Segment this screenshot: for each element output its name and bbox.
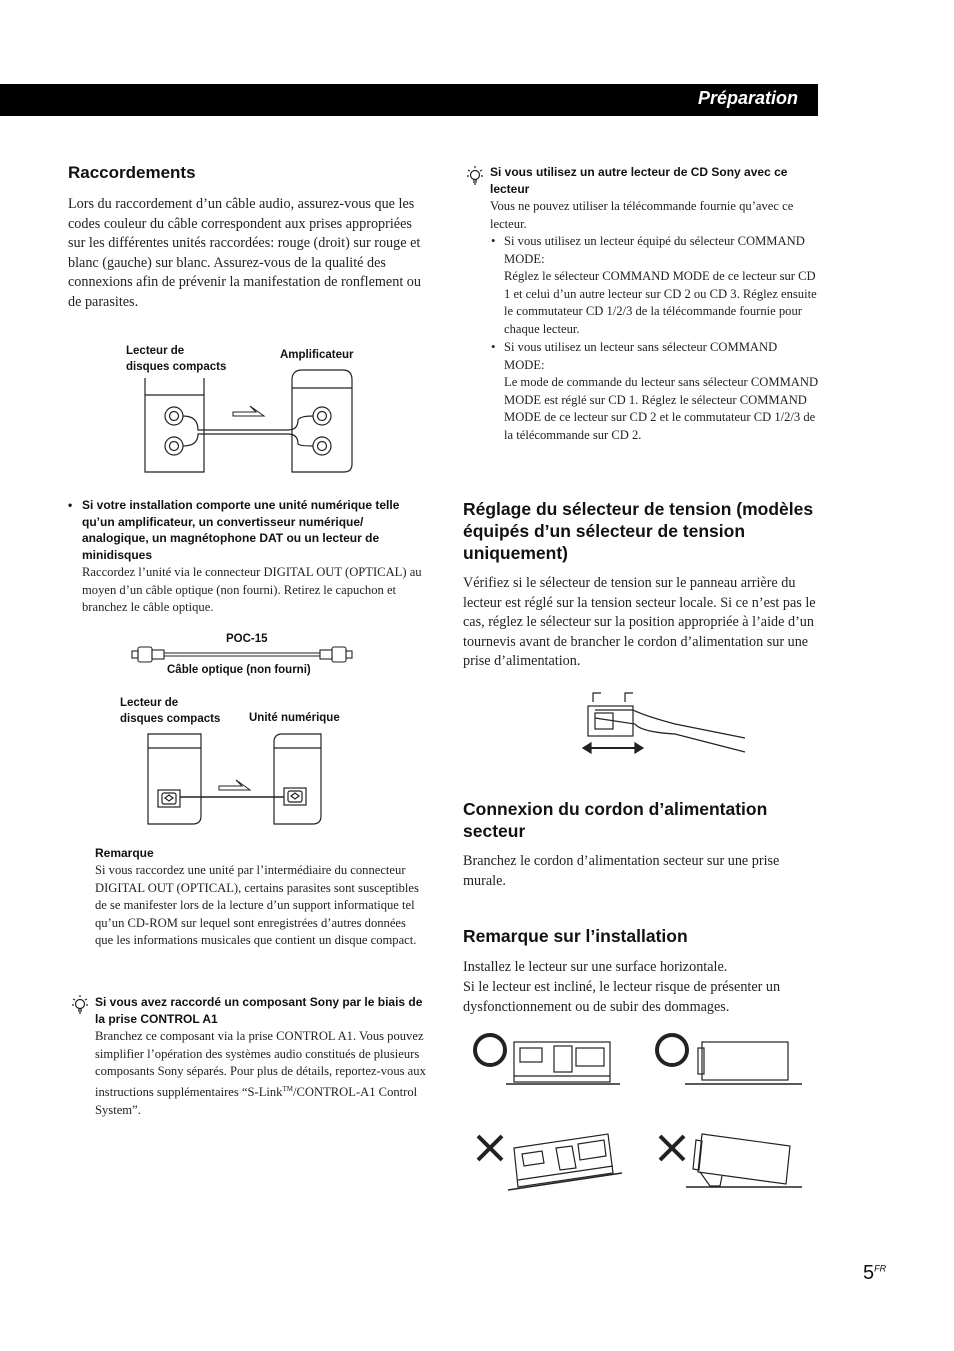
digital-connection-diagram bbox=[140, 728, 330, 828]
command-mode-bullet2-heading: Si vous utilisez un lecteur sans sélecteur COMMAND MODE: bbox=[504, 340, 778, 372]
voltage-selector-text: Vérifiez si le sélecteur de tension sur le panneau arrière du lecteur est réglé sur la tension secteur locale. Si ce n’est pas le cas, réglez le sélecteur sur la position appropriée à l’aide d’un tournevis avant de brancher le cordon d’alimentation sur une prise d’alimentation. bbox=[463, 575, 816, 669]
lightbulb-icon bbox=[71, 993, 89, 1017]
cable-caption: Câble optique (non fourni) bbox=[167, 664, 311, 676]
wrong-cross-icon bbox=[478, 1136, 502, 1160]
page-number: $5^{FR}$ bbox=[863, 1262, 887, 1284]
other-player-tip-heading: Si vous utilisez un autre lecteur de CD Sony avec ce lecteur bbox=[490, 165, 788, 196]
command-mode-bullet1-text: Réglez le sélecteur COMMAND MODE de ce lecteur sur CD 1 et celui d’un autre lecteur sur CD 2 ou CD 3. Réglez ensuite le commutateur CD 1/2/3 de la télécommande fournie pour chaque lecteur. bbox=[504, 269, 817, 336]
correct-circle-icon bbox=[475, 1035, 505, 1065]
command-mode-bullet1-heading: Si vous utilisez un lecteur équipé du sélecteur COMMAND MODE: bbox=[504, 234, 805, 266]
installation-heading: Remarque sur l’installation bbox=[463, 926, 688, 946]
fig2-label-cd-line1: Lecteur de bbox=[120, 697, 179, 709]
control-a1-tip-text: Branchez ce composant via la prise CONTROL A1. Vous pouvez simplifier l’opération des systèmes audio constitués de plusieurs composants Sony séparés. Pour plus de détails, reportez-vous aux instructions supplémentaires “S-Link™/CONTROL-A1 Control System”. bbox=[95, 1029, 426, 1117]
fig1-label-cd-line1: Lecteur de bbox=[126, 345, 185, 357]
voltage-selector-heading: Réglage du sélecteur de tension (modèles équipés d’un sélecteur de tension uniquement) bbox=[463, 499, 814, 563]
installation-text-line2: Si le lecteur est incliné, le lecteur risque de présenter un dysfonctionnement ou de subir des dommages. bbox=[463, 979, 781, 1015]
other-player-tip-intro: Vous ne pouvez utiliser la télécommande fournie qu’avec ce lecteur. bbox=[490, 199, 794, 231]
fig2-label-cd-line2: disques compacts bbox=[120, 713, 221, 725]
fig2-label-digital-unit: Unité numérique bbox=[249, 712, 340, 724]
section-title: Préparation bbox=[697, 88, 798, 108]
note-text: Si vous raccordez une unité par l’intermédiaire du connecteur DIGITAL OUT (OPTICAL), certains parasites sont susceptibles de se manifester lors de la lecture d’un support informatique tel qu’un CD-ROM sur lequel sont enregistrées d’autres données que les informations musicales que contient un disque compact. bbox=[95, 863, 419, 948]
digital-unit-bullet-heading: Si votre installation comporte une unité numérique telle qu’un amplificateur, un convertisseur numérique/ analogique, un magnétophone DAT ou un lecteur de minidisques bbox=[82, 498, 400, 562]
fig1-label-amplifier: Amplificateur bbox=[280, 349, 354, 361]
command-mode-bullet2-text: Le mode de commande du lecteur sans sélecteur COMMAND MODE est réglé sur CD 1. Réglez le sélecteur COMMAND MODE de ce lecteur sur CD 2 et le commutateur CD 1/2/3 de la télécommande sur CD 2. bbox=[504, 375, 819, 442]
bullet-dot: • bbox=[68, 498, 73, 512]
voltage-selector-screwdriver-illustration bbox=[575, 688, 750, 760]
analog-connection-diagram bbox=[140, 366, 360, 476]
power-cord-text: Branchez le cordon d’alimentation secteur sur une prise murale. bbox=[463, 853, 780, 889]
correct-circle-icon bbox=[657, 1035, 687, 1065]
control-a1-tip-heading: Si vous avez raccordé un composant Sony par le biais de la prise CONTROL A1 bbox=[95, 995, 423, 1026]
lightbulb-icon bbox=[466, 164, 484, 188]
power-cord-heading: Connexion du cordon d’alimentation secteur bbox=[463, 799, 768, 841]
bullet-dot: • bbox=[491, 340, 496, 354]
note-heading: Remarque bbox=[95, 846, 154, 860]
wrong-cross-icon bbox=[660, 1136, 684, 1160]
installation-illustrations bbox=[470, 1030, 810, 1195]
cable-model-label: POC-15 bbox=[226, 633, 268, 645]
raccordements-text: Lors du raccordement d’un câble audio, assurez-vous que les codes couleur du câble correspondent aux prises appropriées sur les différentes unités raccordées: rouge (droit) sur rouge et blanc (gauche) sur blanc. Assurez-vous de la qualité des connexions afin de prévenir la manifestation de ronflement ou de parasites. bbox=[68, 196, 421, 310]
section-header-bar bbox=[0, 84, 818, 116]
fig1-label-cd-line2: disques compacts bbox=[126, 361, 227, 373]
raccordements-heading: Raccordements bbox=[68, 163, 196, 182]
bullet-dot: • bbox=[491, 234, 496, 248]
digital-unit-bullet-text: Raccordez l’unité via le connecteur DIGITAL OUT (OPTICAL) au moyen d’un câble optique (non fourni). Retirez le capuchon et branchez le câble optique. bbox=[82, 565, 422, 615]
installation-text-line1: Installez le lecteur sur une surface horizontale. bbox=[463, 959, 728, 975]
